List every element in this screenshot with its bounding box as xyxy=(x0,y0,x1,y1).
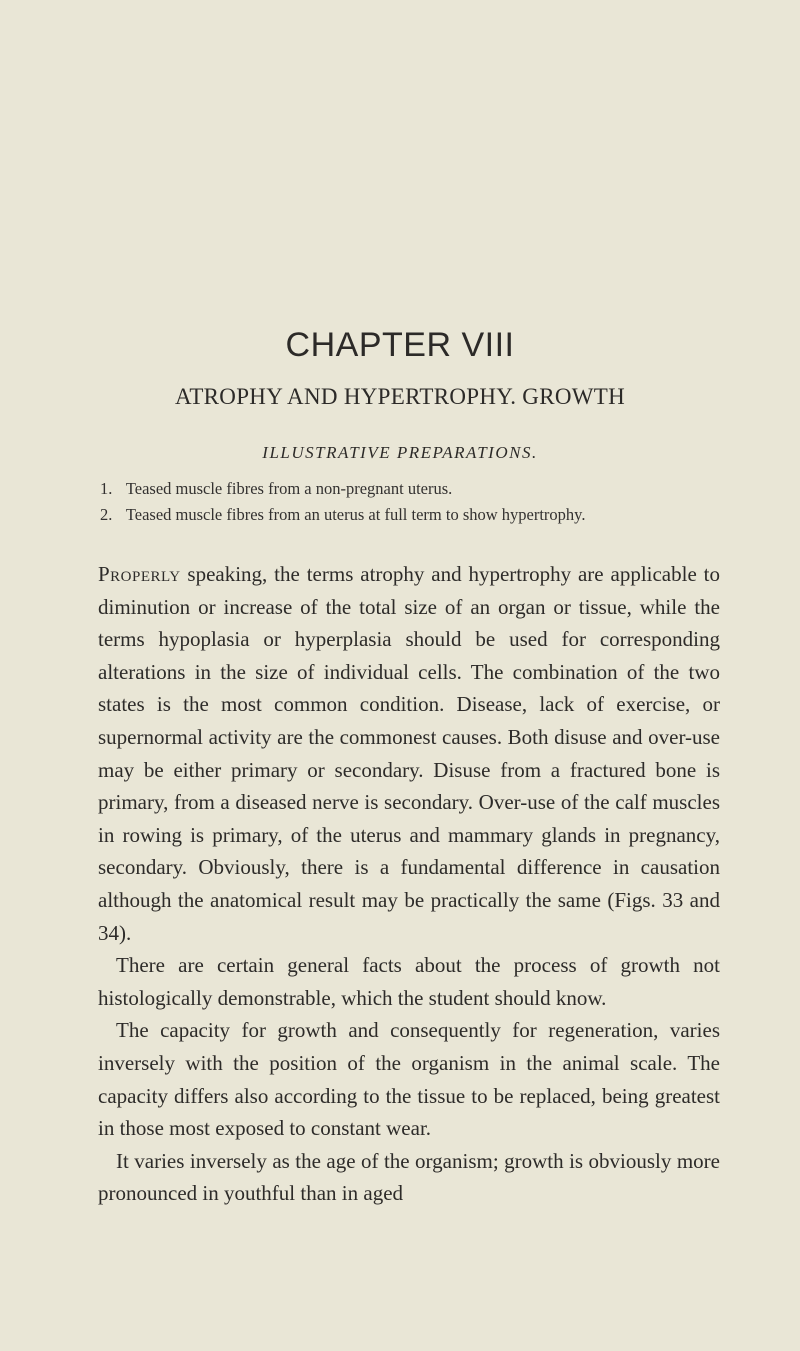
list-item-number: 1. xyxy=(100,479,113,498)
paragraph-3: The capacity for growth and consequently for regeneration, varies inversely with the position of the organism in the animal scale. The capacity differs also according to the tissue to be replaced, being greatest in those most exposed to constant wear. xyxy=(98,1018,720,1141)
list-item-text: Teased muscle fibres from an uterus at full term to show hypertrophy. xyxy=(125,505,586,524)
body-text xyxy=(98,558,720,1210)
preparations-list xyxy=(100,476,740,528)
paragraph-2: There are certain general facts about the process of growth not histologically demonstrable, which the student should know. xyxy=(98,953,720,1010)
chapter-title: CHAPTER VIII xyxy=(285,326,515,364)
chapter-subtitle: ATROPHY AND HYPERTROPHY. GROWTH xyxy=(174,384,626,409)
paragraph-1-first-word: Properly xyxy=(98,562,181,586)
list-item xyxy=(100,476,740,502)
list-item xyxy=(100,502,740,528)
paragraph-1-text: speaking, the terms atrophy and hypertrophy are applicable to diminution or increase of the total size of an organ or tissue, while the terms hypoplasia or hyperplasia should be used for corresponding alterations in the size of individual cells. The combination of the two states is the most common condition. Disease, lack of exercise, or supernormal activity are the commonest causes. Both disuse and over-use may be either primary or secondary. Disuse from a fractured bone is primary, from a diseased nerve is secondary. Over-use of the calf muscles in rowing is primary, of the uterus and mammary glands in pregnancy, secondary. Obviously, there is a fundamental difference in causation although the anatomical result may be practically the same (Figs. 33 and 34). xyxy=(98,562,720,945)
paragraph-4: It varies inversely as the age of the organism; growth is obviously more pronounced in youthful than in aged xyxy=(98,1148,720,1206)
list-item-number: 2. xyxy=(100,505,113,524)
paragraph-1 xyxy=(98,558,720,949)
preparations-heading: ILLUSTRATIVE PREPARATIONS. xyxy=(262,443,538,462)
list-item-text: Teased muscle fibres from a non-pregnant uterus. xyxy=(125,479,453,498)
